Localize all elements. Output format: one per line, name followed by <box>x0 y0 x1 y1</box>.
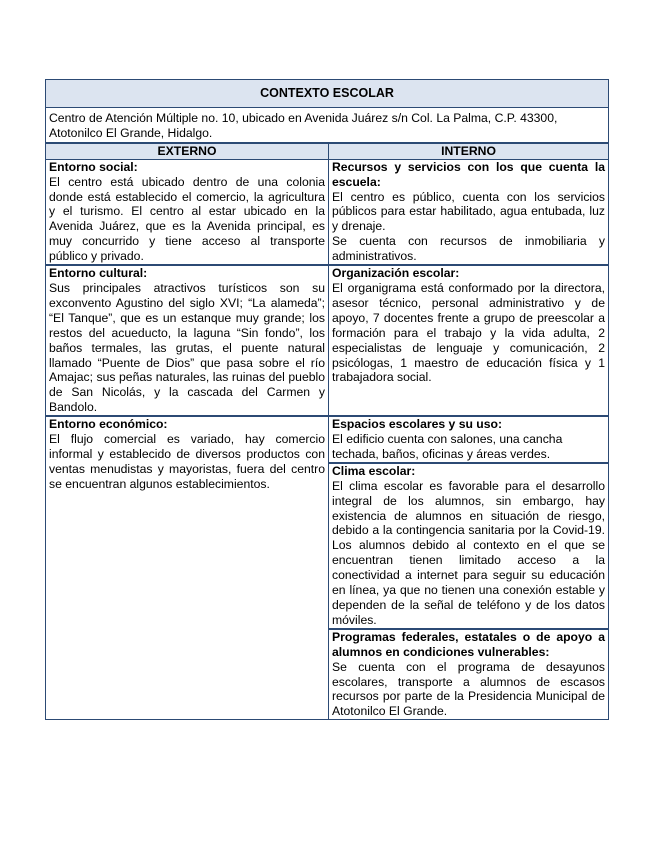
header-interno: INTERNO <box>329 143 609 159</box>
entorno-social-title: Entorno social: <box>49 159 138 174</box>
espacios-title: Espacios escolares y su uso: <box>332 417 503 432</box>
programas-title: Programas federales, estatales o de apoyo a alumnos en condiciones vulnerables: <box>332 629 605 659</box>
recursos-text-1: El centro es público, cuenta con los servicios públicos para estar habilitado, agua entubada, luz y drenaje. <box>332 189 605 234</box>
recursos-cell <box>329 159 609 265</box>
clima-cell <box>329 463 609 629</box>
table-title: CONTEXTO ESCOLAR <box>46 80 609 108</box>
entorno-cultural-cell <box>46 265 329 416</box>
entorno-economico-title: Entorno económico: <box>49 417 168 432</box>
entorno-social-text: El centro está ubicado dentro de una colonia donde está establecido el comercio, la agricultura y el turismo. El centro al estar ubicado en la Avenida Juárez, que es la Avenida principal, es muy concurrido y tiene acceso al transporte público y privado. <box>49 174 325 264</box>
espacios-cell <box>329 416 609 463</box>
clima-text: El clima escolar es favorable para el desarrollo integral de los alumnos, sin embargo, hay existencia de alumnos en situación de riesgo, debido a la contingencia sanitaria por la Covid-19. Los alumnos debido al contexto en el que se encuentran tienen limitado acceso a la conectividad a internet para seguir su educación en línea, ya que no tienen una conexión estable y dependen de la señal de teléfono y de los datos móviles. <box>332 478 605 627</box>
organizacion-text: El organigrama está conformado por la directora, asesor técnico, personal administrativo y de apoyo, 7 docentes frente a grupo de preescolar a formación para el trabajo y la vida adulta, 2 especialistas de lenguaje y comunicación, 2 psicólogas, 1 maestro de educación física y 1 trabajadora social. <box>332 280 605 385</box>
entorno-social-cell <box>46 159 329 265</box>
programas-text: Se cuenta con el programa de desayunos escolares, transporte a alumnos de escasos recursos por parte de la Presidencia Municipal de Atotonilco El Grande. <box>332 659 605 719</box>
header-externo: EXTERNO <box>46 143 329 159</box>
recursos-text-2: Se cuenta con recursos de inmobiliaria y administrativos. <box>332 234 605 264</box>
organizacion-cell <box>329 265 609 416</box>
entorno-economico-cell <box>46 416 329 720</box>
organizacion-title: Organización escolar: <box>332 266 460 281</box>
recursos-title: Recursos y servicios con los que cuenta la escuela: <box>332 159 605 189</box>
programas-cell <box>329 629 609 720</box>
clima-title: Clima escolar: <box>332 463 416 478</box>
entorno-economico-text: El flujo comercial es variado, hay comercio informal y establecido de diversos productos con ventas menudistas y mayoristas, fuera del centro se encuentran algunos establecimientos. <box>49 432 325 491</box>
entorno-cultural-title: Entorno cultural: <box>49 266 148 281</box>
contexto-escolar-table <box>45 79 609 720</box>
espacios-text: El edificio cuenta con salones, una cancha techada, baños, oficinas y áreas verdes. <box>332 432 563 461</box>
school-location: Centro de Atención Múltiple no. 10, ubicado en Avenida Juárez s/n Col. La Palma, C.P. 43300, Atotonilco El Grande, Hidalgo. <box>46 108 609 143</box>
entorno-cultural-text: Sus principales atractivos turísticos son su exconvento Agustino del siglo XVI; “La alameda”; “El Tanque”, que es un estanque muy grande; los restos del acueducto, la laguna “Sin fondo”, los baños termales, las grutas, el puente natural llamado “Puente de Dios” que pasa sobre el río Amajac; sus peñas naturales, las ruinas del pueblo de San Nicolás, y la cascada del Carmen y Bandolo. <box>49 280 325 415</box>
